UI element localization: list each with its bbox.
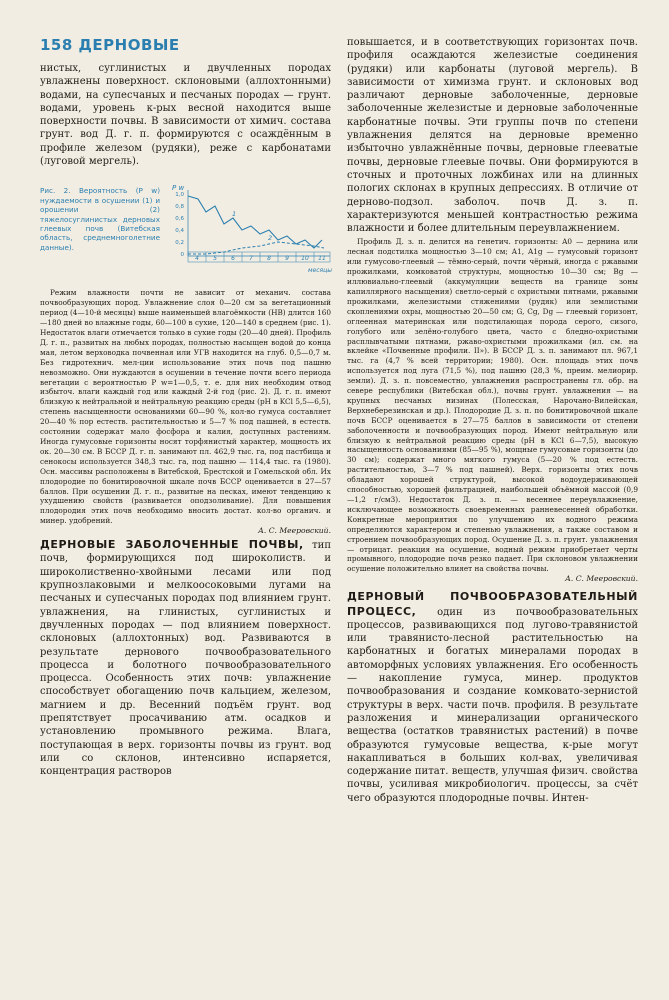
article-paragraph xyxy=(40,538,331,778)
y-tick: 1,0 xyxy=(175,192,184,199)
curve-2-label: 2 xyxy=(268,234,273,243)
x-tick: 6 xyxy=(231,255,235,263)
article-heading: ДЕРНОВЫЙ ПОЧВООБРАЗОВАТЕЛЬНЫЙ ПРОЦЕСС, xyxy=(347,590,638,618)
article-soddy-boggy-soils xyxy=(40,538,331,778)
figure-caption: Рис. 2. Вероятность (P w) нуждаемости в осушении (1) и орошении (2) тяжелосуглинистых дерновых глеевых почв (Витебская область, среднемноголетние данные). xyxy=(40,186,160,252)
author-signature: А. С. Мееровский. xyxy=(565,574,638,584)
x-axis-label: месяцы xyxy=(308,267,332,275)
right-intro-paragraph: повышается, и в соответствующих горизонтах почв. профиля осаждаются железистые соединения (рудяки) или карбонаты (луговой мергель). В зависимости от химизма грунт. и склоновых вод различают дерновые заболоченные, дерновые заболоченные железистые и дерновые заболоченные карбонатные почвы. Эти группы почв по степени увлажнения делятся на дерновые временно избыточно увлажнённые почвы, дерновые глееватые почвы, дерновые глеевые почвы. Они формируются в сточных и проточных ложбинах или на длинных пологих склонах в крупных депрессиях. В отличие от дерново-подзол. заболоч. почв Д. з. п. характеризуются меньшей контрастностью режима влажности и более длительным переувлажнением. xyxy=(347,37,638,235)
small-paragraph: Профиль Д. з. п. делится на генетич. горизонты: A0 — дернина или лесная подстилка мощностью 3—10 см; A1, A1g — гумусовый горизонт или гумусово-глеевый — тёмно-серый, почти чёрный, иногда с ржавыми прожилками, комковатой структуры, мощностью 10—30 см; Bg — иллювиально-глеевый (аккумуляции веществ на границе зоны капиллярного насыщения) светло-серый с охристыми пятнами, ржавыми прожилками, железистыми стяжениями (рудяк) или землистыми скоплениями охры, мощностью 20—50 см; G, Cg, Dg — глеевый горизонт, оглеенная материнская или подстилающая порода серого, сизого, голубого или зелёно-голубого цвета, часто с бледно-охристыми расплывчатыми пятнами, ржаво-охристыми прожилками (ил. см. на вклейке «Почвенные профили. II»). В БССР Д. з. п. занимают пл. 967,1 тыс. га (4,7 % всей территории; 1980). Осн. площадь этих почв используется под луга (71,5 %), под пашню (28,3 %, преим. мелиорир. земли). Д. з. п. повсеместно, увлажнения распространены гл. обр. на севере республики (Витебская обл.), почвы грунт. увлажнения — на крупных песчаных низинах (Полесская, Нарочано-Вилейская, Верхнеберезинская и др.). Плодородие Д. з. п. по бонитировочной шкале почв БССР оценивается в 27—75 баллов в зависимости от степени заболоченности и почвообразующих пород. Имеют нейтральную или близкую к нейтральной реакцию среды (pH в KCl 6—7,5), высокую насыщенность основаниями (85—95 %), мощные гумусовые горизонты (до 30 см); содержат много мягкого гумуса (5—20 % под естеств. растительностью, 3—7 % под пашней). Верх. горизонты этих почв обладают хорошей структурой, высокой водоудерживающей способностью, хорошей фильтрацией, наибольшей объёмной массой (0,9—1,2 г/см3). Недостаток Д. з. п. — весеннее переувлажнение, исключающее возможность своевременных ранневесенней обработки. Конкретные мероприятия по улучшению их водного режима определяются характером и степенью увлажнения, а также составом и строением почвообразующих пород. Осушение Д. з. п. грунт. увлажнения — отрицат. реакция на осушение, водный режим приобретает черты промывного, плодородие почв резко падает. При склоновом увлажнении осушение положительно влияет на свойства почвы. xyxy=(347,237,638,574)
running-title: ДЕРНОВЫЕ xyxy=(78,36,180,54)
moisture-regime-text xyxy=(40,288,331,536)
article-heading: ДЕРНОВЫЕ ЗАБОЛОЧЕННЫЕ ПОЧВЫ, xyxy=(40,538,304,552)
x-tick: 7 xyxy=(249,255,253,263)
article-soddy-process xyxy=(347,590,638,805)
right-column xyxy=(347,36,638,805)
x-tick: 4 xyxy=(195,255,199,263)
article-paragraph xyxy=(347,590,638,805)
article-body: один из почвообразовательных процессов, развивающихся под лугово-травянистой или травянисто-лесной растительностью на карбонатных и богатых минералами породах в автоморфных условиях увлажнения. Его особенность — накопление гумуса, минер. продуктов почвообразования и создание комковато-зернистой структуры в верх. части почв. профиля. В результате разложения и минерализации органического вещества (остатков травянистых растений) в почве образуются гумусовые вещества, к-рые могут накапливаться в больших кол-вах, увеличивая содержание питат. веществ, улучшая физич. свойства почвы, усиливая микробиологич. процессы, за счёт чего образуются плодородные почвы. Интен- xyxy=(347,606,638,804)
x-tick: 11 xyxy=(318,255,326,263)
y-tick: 0,6 xyxy=(175,216,184,223)
article-body: тип почв, формирующихся под широколиств. и широколиственно-хвойными лесами или под крупнозлаковыми и мелкоосоковыми лугами на песчаных и супесчаных породах под влиянием грунт. увлажнения, на глинистых, суглинистых и двучленных породах — под влиянием поверхност. склоновых (аллохтонных) вод. Развиваются в результате дернового почвообразовательного процесса и болотного почвообразовательного процесса. Особенность этих почв: увлажнение способствует обогащению почв кальцием, железом, магнием и др. Весенний подъём грунт. вод препятствует просачиванию атм. осадков и установлению промывного режима. Влага, поступающая в верх. горизонты почвы из грунт. вод или со склонов, интенсивно испаряется, концентрация растворов xyxy=(40,540,331,778)
x-tick: 9 xyxy=(285,255,289,263)
small-paragraph: Режим влажности почти не зависит от механич. состава почвообразующих пород. Увлажнение слоя 0—20 см за вегетационный период (4—10-й месяцы) выше наименьшей влагоёмкости (НВ) длится 160—180 дней во влажные годы, 60—100 в сухие, 120—140 в среднем (рис. 1). Недостаток влаги отмечается только в сухие годы (20—40 дней). Профиль Д. г. п., развитых на любых породах, полностью насыщен водой до конца мая, летом верховодка почвенная или УГВ находится на глуб. 0,5—0,7 м. Без гидротехнич. мел-ции использование этих почв под пашню невозможно. Они нуждаются в осушении в течение почти всего периода вегетации с вероятностью P w=1—0,5, т. е. для них необходим отвод избыточ. влаги каждый год или каждый 2-й год (рис. 2). Д. г. п. имеют близкую к нейтральной и нейтральную реакцию среды (pH в KCl 5,5—6,5), степень насыщенности основаниями 60—90 %, кол-во гумуса составляет 20—40 % пор естеств. растительностью и 5—7 % под пашней, в естеств. состоянии содержат мало фосфора и калия, доступных растениям. Иногда гумусовые горизонты носят торфянистый характер, мощность их ок. 20—30 см. В БССР Д. г. п. занимают пл. 462,9 тыс. га, под пастбища и сенокосы используется 348,3 тыс. га, под пашню — 114,4 тыс. га (1980). Осн. массивы расположены в Витебской, Брестской и Гомельской обл. Их плодородие по бонитировочной шкале почв БССР оценивается в 27—57 баллов. При осушении Д. г. п., развитые на песках, имеют тенденцию к ухудшению свойств (развивается оподзоливание). Для повышения плодородия этих почв необходимо вносить достат. кол-во органич. и минер. удобрений. xyxy=(40,288,331,526)
profile-description xyxy=(347,237,638,584)
intro-paragraph: нистых, суглинистых и двучленных породах увлажнены поверхност. склоновыми (аллохтонными) водами, на супесчаных и песчаных породах — грунт. водами, уровень к-рых весной находится выше поверхности почвы. В зависимости от химич. состава грунт. вод Д. г. п. формируются с осаждённым в профиле железом (рудяки), реже с карбонатами (луговой мергель). xyxy=(40,63,331,168)
curve-1-label: 1 xyxy=(232,210,237,219)
figure-2 xyxy=(40,182,331,280)
x-tick: 8 xyxy=(267,255,271,263)
y-tick: 0,4 xyxy=(175,228,184,235)
x-tick: 10 xyxy=(301,255,309,263)
page-header xyxy=(40,36,180,54)
probability-graph xyxy=(168,182,332,280)
y-tick: 0 xyxy=(180,252,184,259)
y-tick: 0,2 xyxy=(175,240,184,247)
y-axis-label: P w xyxy=(172,184,185,193)
page-number: 158 xyxy=(40,36,73,54)
y-tick: 0,8 xyxy=(175,204,184,211)
author-signature: А. С. Мееровский. xyxy=(258,526,331,536)
x-tick: 5 xyxy=(213,255,217,263)
left-column xyxy=(40,62,331,778)
curve-1-drainage xyxy=(188,196,322,248)
